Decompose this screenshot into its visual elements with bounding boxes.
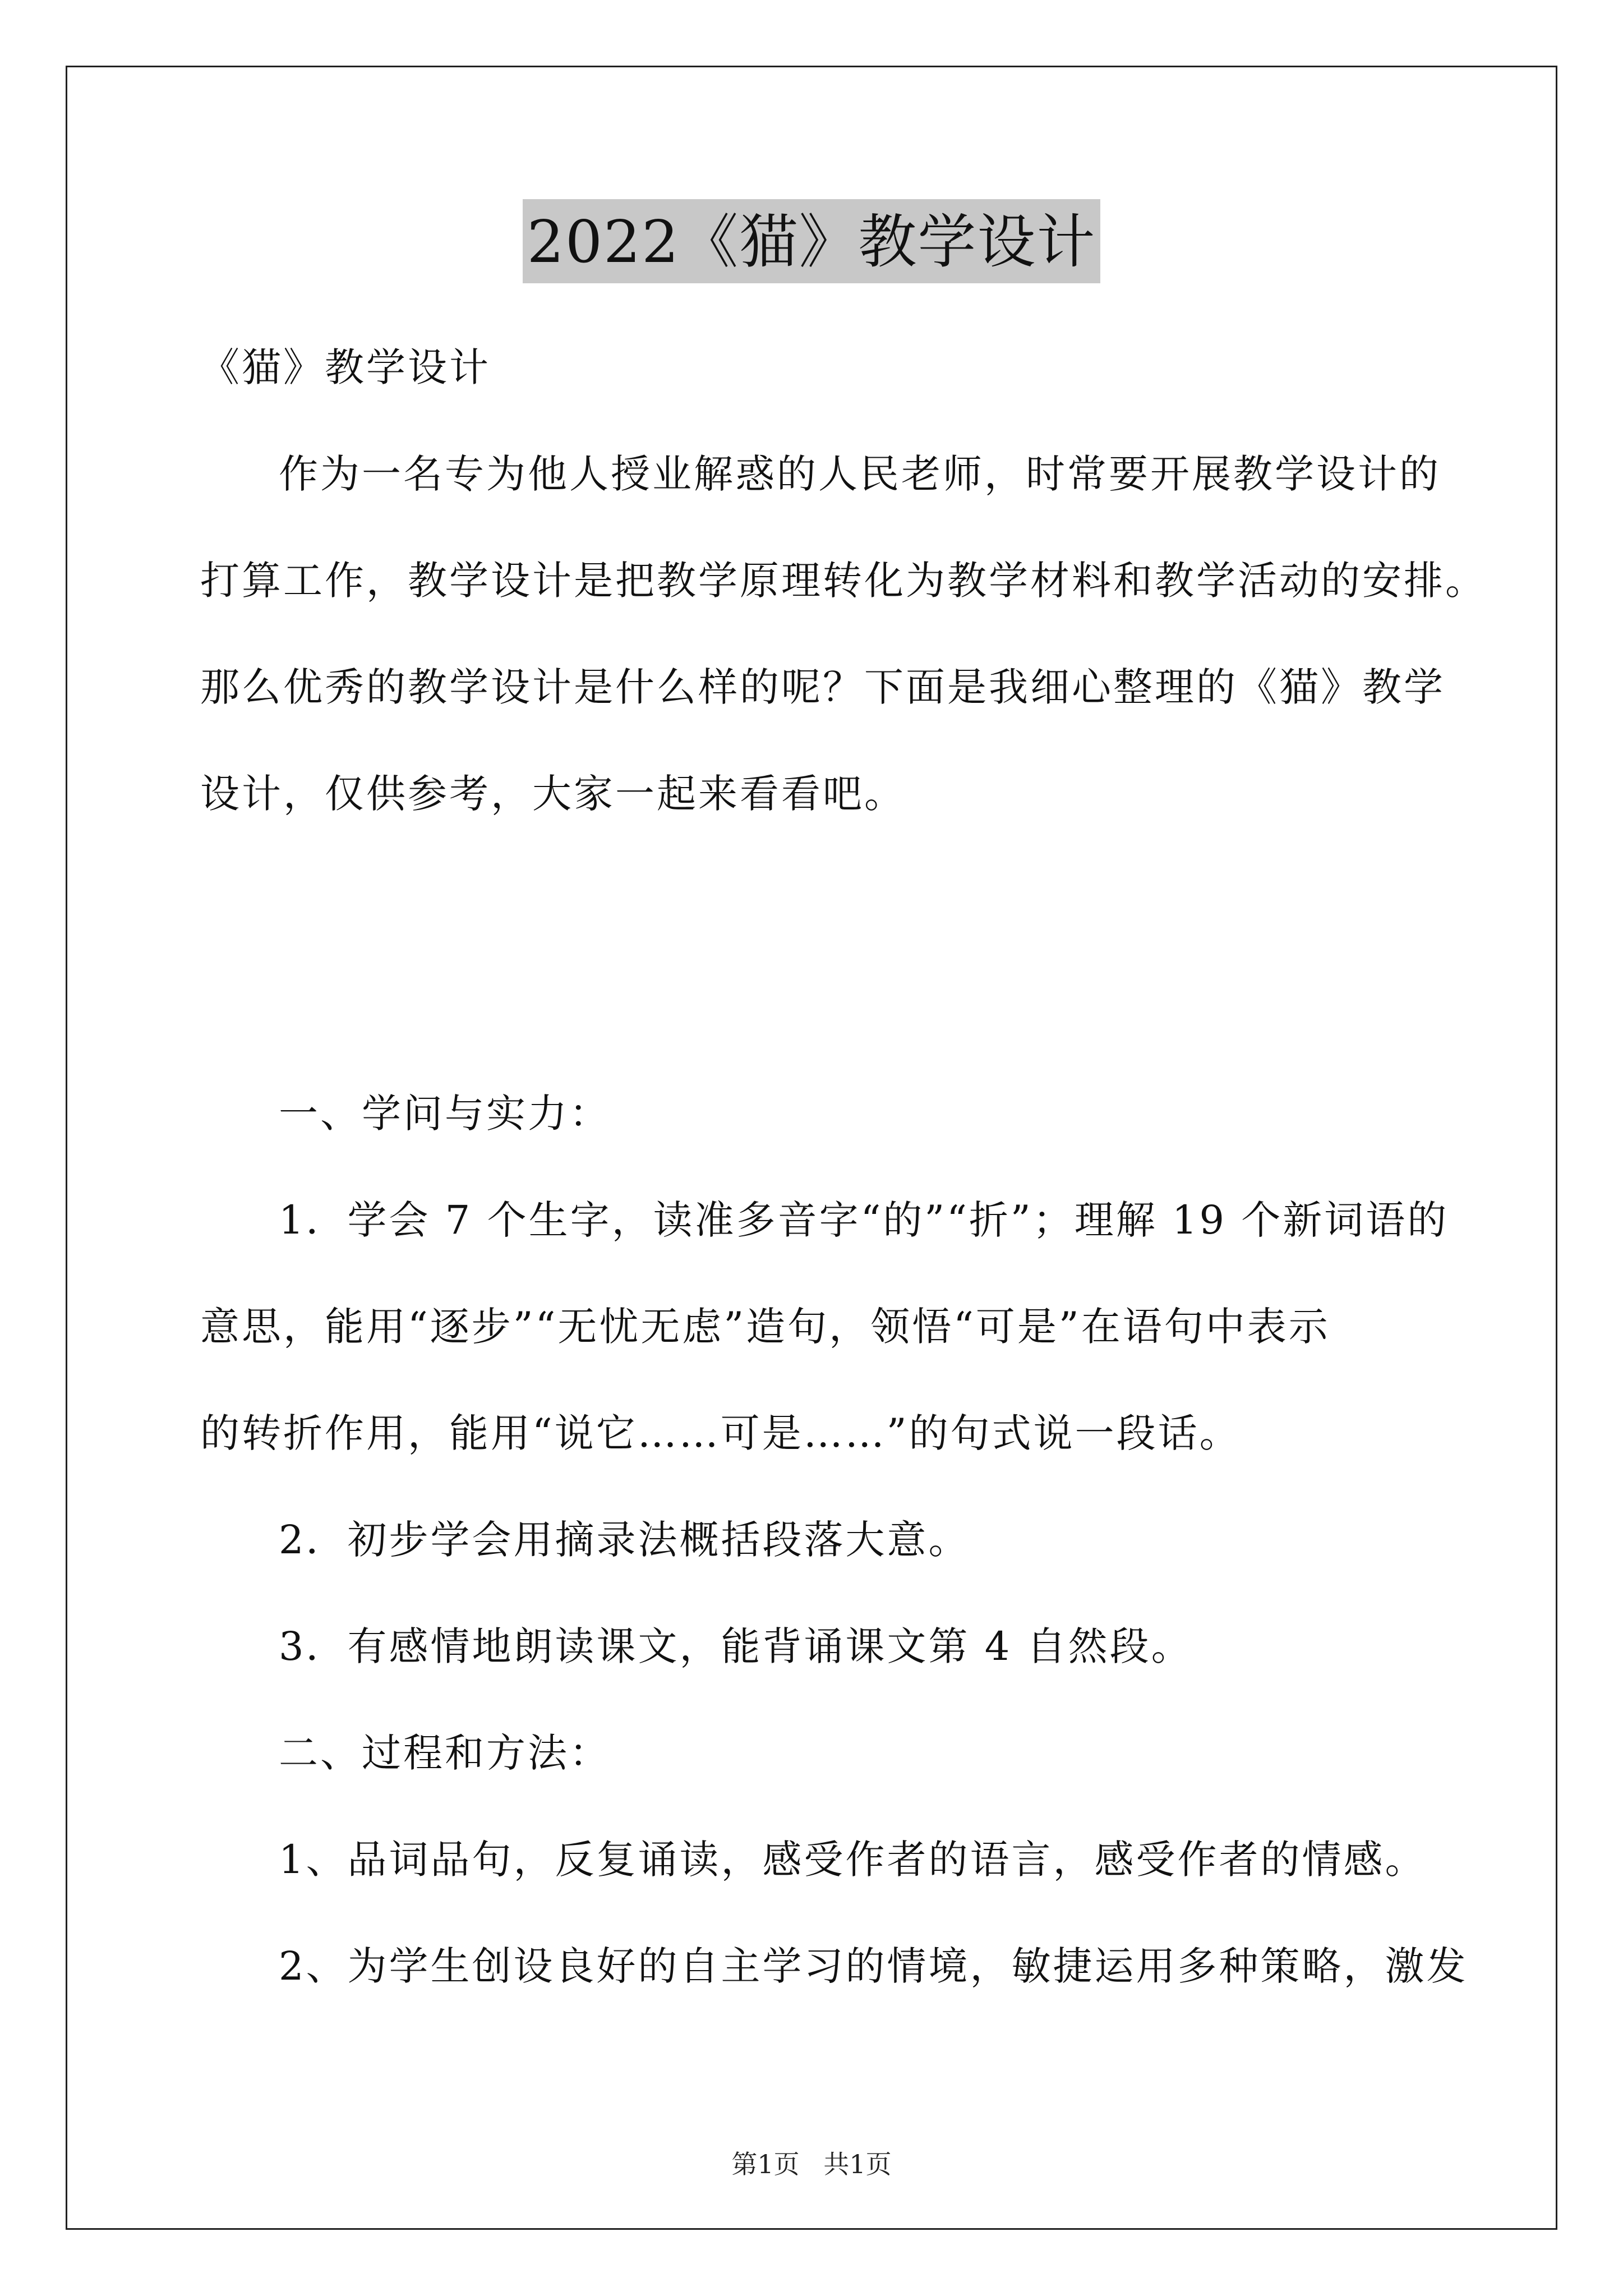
- method2: 2、为学生创设良好的自主学习的情境，敏捷运用多种策略，激发: [279, 1943, 1468, 1989]
- page-footer: [0, 2148, 1623, 2180]
- item1-line-2: 意思，能用“逐步”“无忧无虑”造句，领悟“可是”在语句中表示: [200, 1304, 1330, 1350]
- intro-line-4: 设计，仅供参考，大家一起来看看吧。: [200, 771, 906, 817]
- page-current: 第1页: [731, 2149, 800, 2179]
- method1: 1、品词品句，反复诵读，感受作者的语言，感受作者的情感。: [279, 1837, 1427, 1883]
- item1-line-3: 的转折作用，能用“说它……可是……”的句式说一段话。: [200, 1410, 1241, 1456]
- section1-heading: 一、学问与实力：: [279, 1091, 611, 1137]
- document-title: 2022《猫》教学设计: [523, 199, 1101, 283]
- item2: 2．初步学会用摘录法概括段落大意。: [279, 1517, 970, 1563]
- document-body: [200, 314, 1487, 2019]
- item1-line-1: 1．学会 7 个生字，读准多音字“的”“折”；理解 19 个新词语的: [279, 1197, 1449, 1243]
- intro-line-3: 那么优秀的教学设计是什么样的呢？下面是我细心整理的《猫》教学: [200, 664, 1445, 710]
- intro-line-2: 打算工作，教学设计是把教学原理转化为教学材料和教学活动的安排。: [200, 558, 1487, 604]
- title-container: [0, 199, 1623, 283]
- intro-line-1: 作为一名专为他人授业解惑的人民老师，时常要开展教学设计的: [279, 451, 1441, 497]
- subtitle: 《猫》教学设计: [200, 344, 491, 390]
- page-total: 共1页: [823, 2149, 892, 2179]
- item3: 3．有感情地朗读课文，能背诵课文第 4 自然段。: [279, 1623, 1193, 1669]
- section2-heading: 二、过程和方法：: [279, 1730, 611, 1776]
- blank-space: [200, 847, 1434, 1060]
